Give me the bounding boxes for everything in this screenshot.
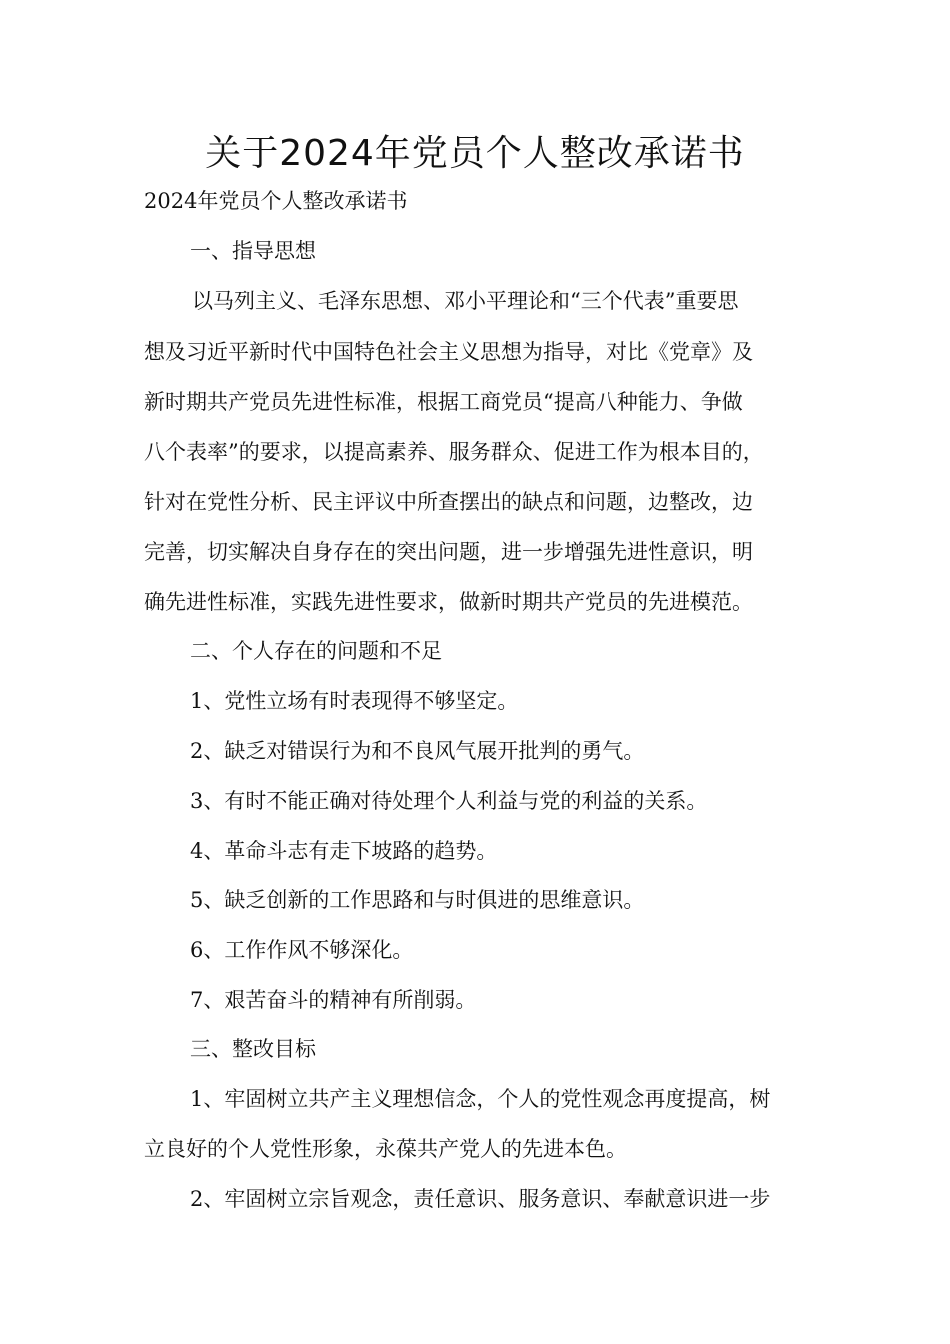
list-item: 7、艰苦奋斗的精神有所削弱。 bbox=[190, 988, 477, 1012]
section-heading-goals: 三、整改目标 bbox=[190, 1037, 316, 1061]
list-item: 2、缺乏对错误行为和不良风气展开批判的勇气。 bbox=[190, 739, 645, 763]
document-title: 关于2024年党员个人整改承诺书 bbox=[205, 133, 745, 174]
section-heading-guiding-ideology: 一、指导思想 bbox=[190, 239, 316, 263]
paragraph-line: 立良好的个人党性形象，永葆共产党人的先进本色。 bbox=[144, 1137, 627, 1161]
list-item: 6、工作作风不够深化。 bbox=[190, 938, 414, 962]
paragraph-line: 新时期共产党员先进性标准，根据工商党员“提高八种能力、争做 bbox=[144, 390, 743, 414]
paragraph-line: 2、牢固树立宗旨观念，责任意识、服务意识、奉献意识进一步 bbox=[190, 1187, 771, 1211]
paragraph-line: 以马列主义、毛泽东思想、邓小平理论和“三个代表”重要思 bbox=[192, 289, 739, 313]
list-item: 1、党性立场有时表现得不够坚定。 bbox=[190, 689, 519, 713]
list-item: 3、有时不能正确对待处理个人利益与党的利益的关系。 bbox=[190, 789, 708, 813]
list-item: 4、革命斗志有走下坡路的趋势。 bbox=[190, 839, 498, 863]
paragraph-line: 确先进性标准，实践先进性要求，做新时期共产党员的先进模范。 bbox=[144, 590, 753, 614]
paragraph-line: 针对在党性分析、民主评议中所查摆出的缺点和问题，边整改，边 bbox=[144, 490, 753, 514]
paragraph-line: 八个表率”的要求，以提高素养、服务群众、促进工作为根本目的， bbox=[144, 440, 764, 464]
section-heading-problems: 二、个人存在的问题和不足 bbox=[190, 639, 442, 663]
document-subtitle: 2024年党员个人整改承诺书 bbox=[144, 189, 408, 213]
paragraph-line: 想及习近平新时代中国特色社会主义思想为指导，对比《党章》及 bbox=[144, 340, 753, 364]
list-item: 5、缺乏创新的工作思路和与时俱进的思维意识。 bbox=[190, 888, 645, 912]
paragraph-line: 完善，切实解决自身存在的突出问题，进一步增强先进性意识，明 bbox=[144, 540, 753, 564]
paragraph-line: 1、牢固树立共产主义理想信念，个人的党性观念再度提高，树 bbox=[190, 1087, 771, 1111]
